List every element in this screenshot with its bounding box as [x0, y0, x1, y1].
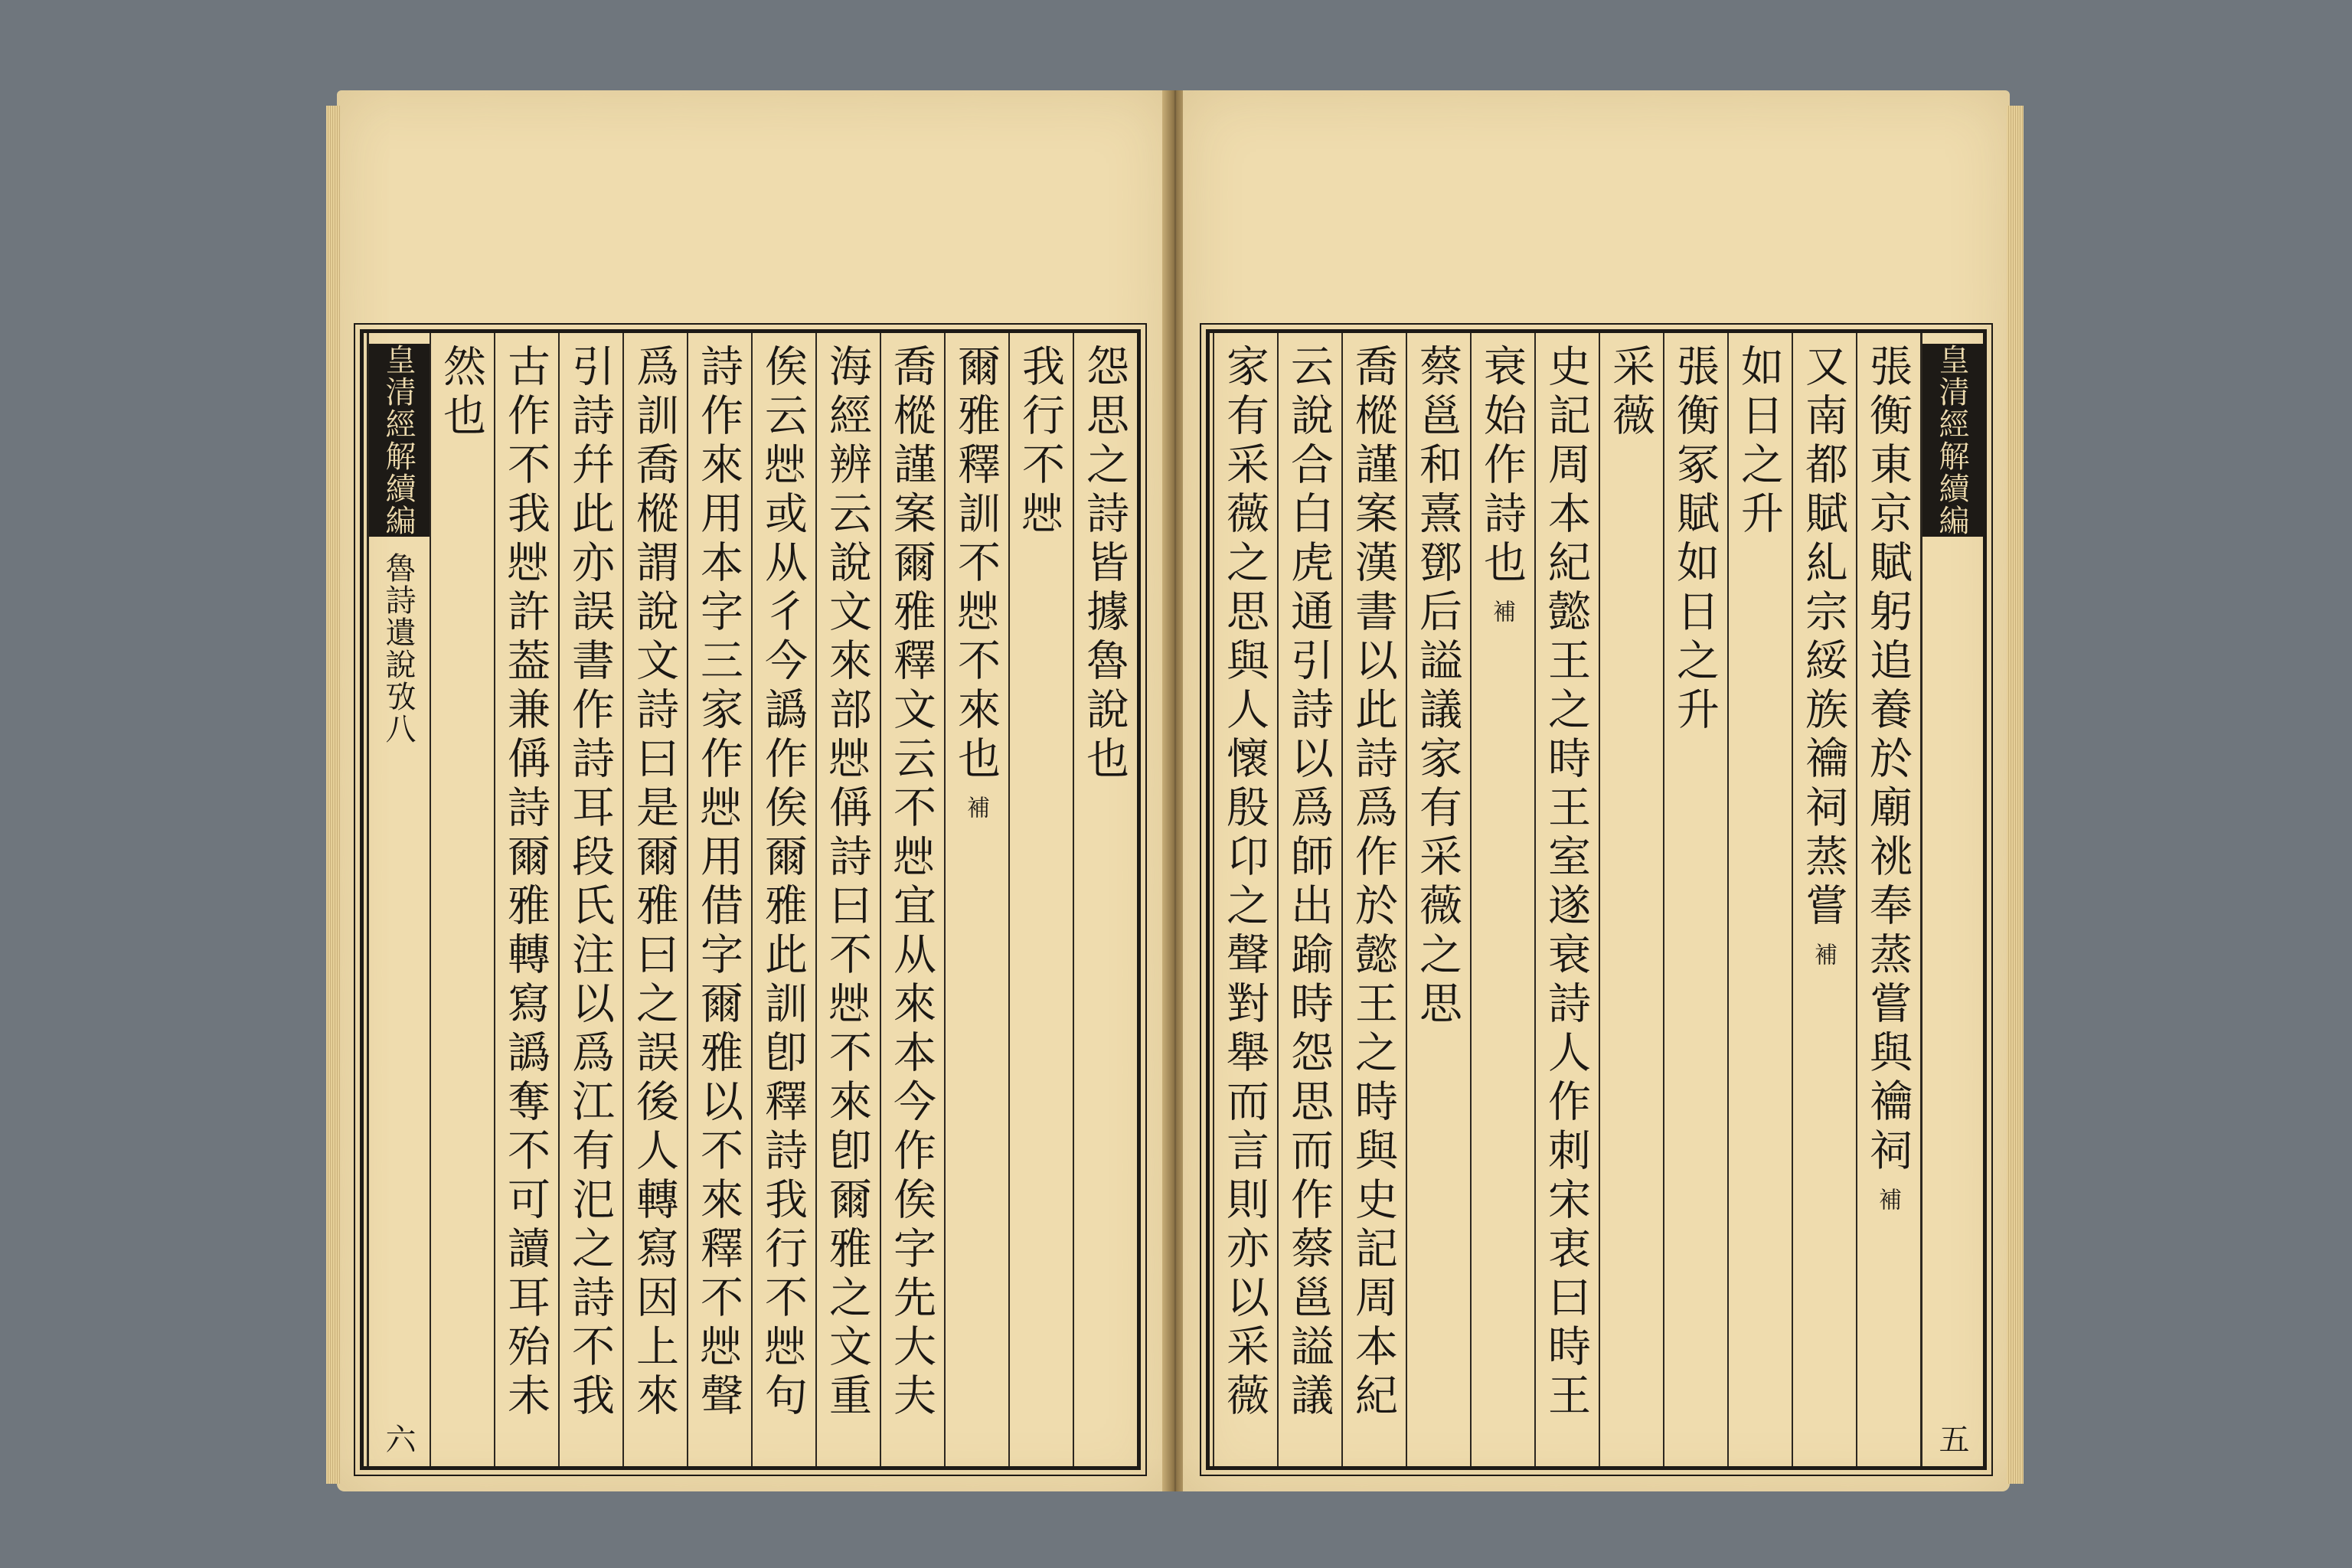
column-note: 補	[1874, 1187, 1901, 1210]
column-text: 衰始作詩也	[1477, 344, 1527, 589]
column-text: 我行不𢘿	[1015, 344, 1065, 540]
column-text: 古作不我𢘿許葢兼偁詩爾雅轉寫譌奪不可讀耳殆未	[501, 344, 550, 1422]
column-text: 爾雅釋訓不𢘿不來也	[951, 344, 1001, 785]
column-text: 如日之升	[1734, 344, 1784, 540]
left-columns	[364, 333, 1137, 1466]
column-text: 怨思之詩皆據魯說也	[1080, 344, 1129, 785]
center-fold-label-right	[1920, 333, 1983, 1466]
column-text: 喬樅謹案爾雅釋文云不𢘿宜从來本今作俟字先大夫	[887, 344, 936, 1422]
right-columns	[1210, 333, 1983, 1466]
text-column	[815, 333, 880, 1466]
column-text: 海經辨云說文來部𢘿偁詩曰不𢘿不來卽爾雅之文重	[822, 344, 872, 1422]
page-edges-left	[326, 106, 340, 1484]
text-column	[1406, 333, 1470, 1466]
column-text: 蔡邕和熹鄧后謚議家有采薇之思	[1413, 344, 1462, 1030]
text-column	[1856, 333, 1920, 1466]
text-column	[687, 333, 751, 1466]
right-text-frame	[1206, 329, 1987, 1470]
text-column	[1727, 333, 1792, 1466]
left-page	[337, 90, 1168, 1491]
column-text: 張衡冢賦如日之升	[1670, 344, 1720, 736]
page-number: 五	[1934, 1423, 1969, 1455]
open-book	[337, 90, 2014, 1491]
column-note: 補	[1488, 599, 1515, 622]
column-note: 補	[1810, 942, 1837, 965]
text-column	[944, 333, 1008, 1466]
column-text: 俟云𢘿或从彳今譌作俟爾雅此訓卽釋詩我行不𢘿句	[758, 344, 808, 1422]
center-fold-label	[367, 333, 430, 1466]
text-column	[1213, 333, 1277, 1466]
column-text: 采薇	[1606, 344, 1655, 442]
text-column	[558, 333, 622, 1466]
text-column	[430, 333, 494, 1466]
text-column	[1073, 333, 1137, 1466]
book-title: 皇清經解續編	[369, 344, 430, 537]
text-column	[1534, 333, 1599, 1466]
column-text: 喬樅謹案漢書以此詩爲作於懿王之時與史記周本紀	[1348, 344, 1398, 1422]
section-title: 魯詩遺說攷八	[381, 552, 416, 745]
left-text-frame	[360, 329, 1141, 1470]
text-column	[751, 333, 815, 1466]
text-column	[1599, 333, 1663, 1466]
column-text: 史記周本紀懿王之時王室遂衰詩人作刺宋衷曰時王	[1541, 344, 1591, 1422]
book-title: 皇清經解續編	[1922, 344, 1983, 537]
column-text: 又南都賦糺宗綏族禴祠蒸嘗	[1798, 344, 1848, 932]
column-text: 引詩幷此亦誤書作詩耳段氏注以爲江有汜之詩不我	[565, 344, 615, 1422]
text-column	[1341, 333, 1406, 1466]
text-column	[1277, 333, 1341, 1466]
column-note: 補	[962, 795, 989, 818]
right-page	[1183, 90, 2010, 1491]
column-text: 家有采薇之思與人懷殷卬之聲對舉而言則亦以采薇	[1220, 344, 1269, 1422]
column-text: 云說合白虎通引詩以爲師出踰時怨思而作蔡邕謚議	[1284, 344, 1334, 1422]
text-column	[1470, 333, 1534, 1466]
column-text: 張衡東京賦躬追養於廟祧奉蒸嘗與禴祠	[1863, 344, 1913, 1177]
text-column	[880, 333, 944, 1466]
page-edges-right	[2007, 106, 2024, 1484]
column-text: 爲訓喬樅謂說文詩曰是爾雅曰之誤後人轉寫因上來	[629, 344, 679, 1422]
text-column	[622, 333, 687, 1466]
page-number: 六	[381, 1423, 416, 1455]
text-column	[1008, 333, 1073, 1466]
text-column	[494, 333, 558, 1466]
text-column	[1792, 333, 1856, 1466]
text-column	[1663, 333, 1727, 1466]
column-text: 詩作來用本字三家作𢘿用借字爾雅以不來釋不𢘿聲	[694, 344, 743, 1422]
column-text: 然也	[436, 344, 486, 442]
